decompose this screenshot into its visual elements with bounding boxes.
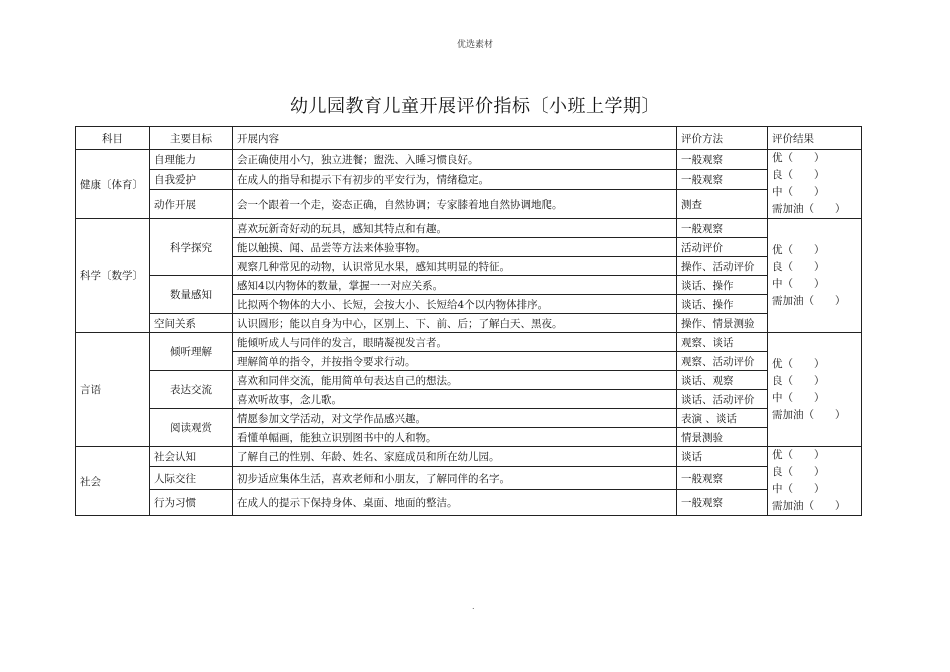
method-cell: 谈话、活动评价: [677, 390, 768, 409]
table-row: [76, 276, 862, 295]
goal-cell: 数量感知: [150, 276, 233, 314]
method-cell: 一般观察: [677, 490, 768, 516]
goal-cell: 表达交流: [150, 371, 233, 409]
goal-cell: 阅读观赏: [150, 409, 233, 447]
footer-mark: .: [472, 602, 475, 611]
method-cell: 观察、活动评价: [677, 352, 768, 371]
column-header-goal: 主要目标: [150, 127, 233, 150]
subject-cell-health: 健康〔体育〕: [76, 150, 150, 219]
content-cell: 初步适应集体生活，喜欢老师和小朋友，了解同伴的名字。: [233, 467, 677, 490]
method-cell: 一般观察: [677, 467, 768, 490]
result-average: 中（ ）: [772, 186, 825, 198]
method-cell: 一般观察: [677, 170, 768, 190]
result-good: 良（ ）: [772, 169, 825, 181]
result-excellent: 优（ ）: [772, 449, 825, 461]
result-needs-work: 需加油（ ）: [772, 408, 846, 421]
content-cell: 看懂单幅画，能独立识别图书中的人和物。: [233, 428, 677, 447]
goal-cell: 科学探究: [150, 219, 233, 276]
method-cell: 测查: [677, 190, 768, 219]
result-average: 中（ ）: [772, 391, 825, 404]
subject-cell-social: 社会: [76, 447, 150, 516]
content-cell: 情愿参加文学活动，对文学作品感兴趣。: [233, 409, 677, 428]
result-cell-language: [768, 333, 862, 447]
goal-cell: 空间关系: [150, 314, 233, 333]
subject-cell-language: 言语: [76, 333, 150, 447]
content-cell: 能倾听成人与同伴的发言，眼睛凝视发言者。: [233, 333, 677, 352]
content-cell: 了解自己的性别、年龄、姓名、家庭成员和所在幼儿园。: [233, 447, 677, 467]
method-cell: 情景测验: [677, 428, 768, 447]
content-cell: 感知4以内物体的数量，掌握一一对应关系。: [233, 276, 677, 295]
content-cell: 会正确使用小勺，独立进餐；盥洗、入睡习惯良好。: [233, 150, 677, 170]
result-good: 良（ ）: [772, 374, 825, 387]
goal-cell: 自理能力: [150, 150, 233, 170]
method-cell: 谈话、观察: [677, 371, 768, 390]
content-cell: 喜欢听故事，念儿歌。: [233, 390, 677, 409]
result-cell-social: [768, 447, 862, 516]
table-row: [76, 314, 862, 333]
content-cell: 在成人的提示下保持身体、桌面、地面的整洁。: [233, 490, 677, 516]
result-excellent: 优（ ）: [772, 243, 825, 256]
table-row: [76, 150, 862, 170]
content-cell: 喜欢玩新奇好动的玩具，感知其特点和有趣。: [233, 219, 677, 238]
evaluation-table: [75, 126, 862, 516]
content-cell: 理解简单的指令，并按指令要求行动。: [233, 352, 677, 371]
goal-cell: 社会认知: [150, 447, 233, 467]
goal-cell: 行为习惯: [150, 490, 233, 516]
method-cell: 观察、谈话: [677, 333, 768, 352]
column-header-method: 评价方法: [677, 127, 768, 150]
result-cell-health: [768, 150, 862, 219]
document-title: 幼儿园教育儿童开展评价指标〔小班上学期〕: [290, 96, 660, 117]
goal-cell: 动作开展: [150, 190, 233, 219]
result-good: 良（ ）: [772, 466, 825, 478]
table-row: [76, 371, 862, 390]
goal-cell: 自我爱护: [150, 170, 233, 190]
column-header-content: 开展内容: [233, 127, 677, 150]
result-needs-work: 需加油（ ）: [772, 500, 846, 512]
method-cell: 表演 、谈话: [677, 409, 768, 428]
goal-cell: 人际交往: [150, 467, 233, 490]
table-row: [76, 467, 862, 490]
result-needs-work: 需加油（ ）: [772, 294, 846, 307]
table-row: [76, 170, 862, 190]
result-cell-science: [768, 219, 862, 333]
table-row: [76, 190, 862, 219]
result-good: 良（ ）: [772, 260, 825, 273]
method-cell: 谈话: [677, 447, 768, 467]
table-row: [76, 219, 862, 238]
result-excellent: 优（ ）: [772, 357, 825, 370]
result-excellent: 优（ ）: [772, 152, 825, 164]
method-cell: 一般观察: [677, 219, 768, 238]
content-cell: 喜欢和同伴交流，能用简单句表达自己的想法。: [233, 371, 677, 390]
subject-cell-science: 科学〔数学〕: [76, 219, 150, 333]
header-note: 优选素材: [456, 40, 493, 50]
goal-cell: 倾听理解: [150, 333, 233, 371]
table-row: [76, 490, 862, 516]
result-average: 中（ ）: [772, 277, 825, 290]
content-cell: 能以触摸、闻、品尝等方法来体验事物。: [233, 238, 677, 257]
column-header-subject: 科目: [76, 127, 150, 150]
table-row: [76, 333, 862, 352]
method-cell: 活动评价: [677, 238, 768, 257]
method-cell: 操作、情景测验: [677, 314, 768, 333]
content-cell: 观察几种常见的动物，认识常见水果，感知其明显的特征。: [233, 257, 677, 276]
method-cell: 谈话、操作: [677, 276, 768, 295]
method-cell: 谈话、操作: [677, 295, 768, 314]
result-needs-work: 需加油（ ）: [772, 203, 846, 215]
method-cell: 一般观察: [677, 150, 768, 170]
content-cell: 比拟两个物体的大小、长短，会按大小、长短给4个以内物体排序。: [233, 295, 677, 314]
table-header-row: [76, 127, 862, 150]
method-cell: 操作、活动评价: [677, 257, 768, 276]
content-cell: 在成人的指导和提示下有初步的平安行为，情绪稳定。: [233, 170, 677, 190]
content-cell: 认识圆形；能以自身为中心，区别上、下、前、后；了解白天、黑夜。: [233, 314, 677, 333]
column-header-result: 评价结果: [768, 127, 862, 150]
table-row: [76, 447, 862, 467]
table-row: [76, 409, 862, 428]
content-cell: 会一个跟着一个走，姿态正确，自然协调；专家膝着地自然协调地爬。: [233, 190, 677, 219]
result-average: 中（ ）: [772, 483, 825, 495]
